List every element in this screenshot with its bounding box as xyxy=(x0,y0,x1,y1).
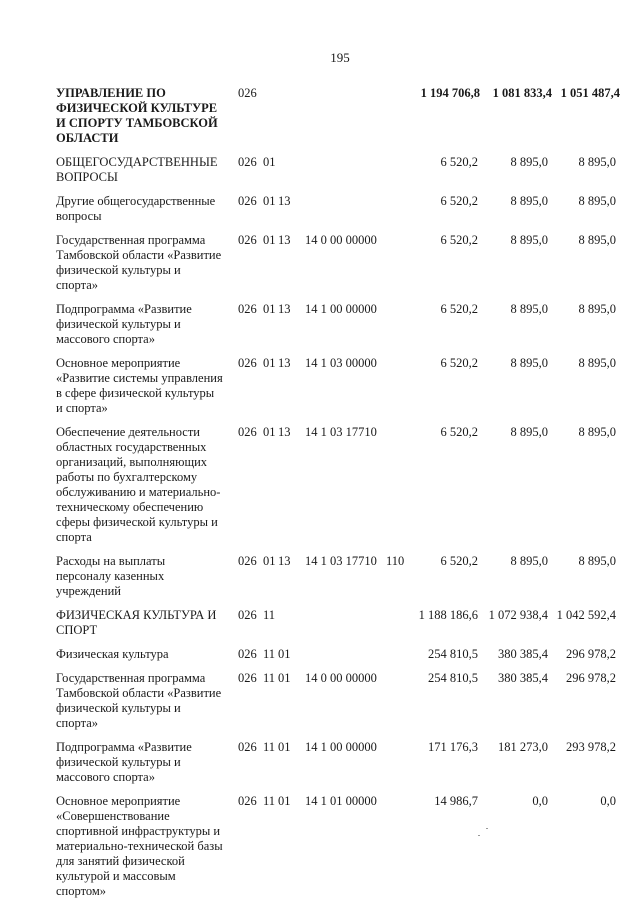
row-name: Расходы на выплаты персоналу казенных учреждений xyxy=(56,554,166,598)
amount-year-3: 296 978,2 xyxy=(566,671,616,685)
amount-year-1: 6 520,2 xyxy=(440,554,478,568)
row-name: ОБЩЕГОСУДАРСТВЕННЫЕ ВОПРОСЫ xyxy=(56,155,218,184)
dept-code: 026 xyxy=(238,302,257,316)
dept-code: 026 xyxy=(238,233,257,247)
subsection-code: 13 xyxy=(278,194,291,208)
table-row xyxy=(56,425,620,545)
section-code: 01 xyxy=(263,233,276,247)
target-article-code: 14 1 00 00000 xyxy=(305,740,377,754)
target-article-code: 14 1 00 00000 xyxy=(305,302,377,316)
section-code: 11 xyxy=(263,740,276,754)
section-code: 11 xyxy=(263,608,276,622)
row-name: Основное мероприятие «Совершенствование спортивной инфраструктуры и материально-технической базы для занятий физической культурой и массовым спортом» xyxy=(56,794,223,898)
amount-year-3: 0,0 xyxy=(600,794,616,808)
dept-code: 026 xyxy=(238,647,257,661)
amount-year-2: 0,0 xyxy=(532,794,548,808)
subsection-code: 01 xyxy=(278,794,291,808)
amount-year-1: 6 520,2 xyxy=(440,194,478,208)
section-code: 01 xyxy=(263,302,276,316)
table-row xyxy=(56,608,620,638)
dept-code: 026 xyxy=(238,425,257,439)
amount-year-3: 8 895,0 xyxy=(578,425,616,439)
amount-year-2: 181 273,0 xyxy=(498,740,548,754)
subsection-code: 13 xyxy=(278,356,291,370)
target-article-code: 14 1 01 00000 xyxy=(305,794,377,808)
amount-year-3: 8 895,0 xyxy=(578,356,616,370)
amount-year-3: 1 051 487,4 xyxy=(560,86,620,100)
amount-year-3: 293 978,2 xyxy=(566,740,616,754)
table-row xyxy=(56,194,620,224)
section-code: 11 xyxy=(263,647,276,661)
table-row xyxy=(56,233,620,293)
section-code: 01 xyxy=(263,194,276,208)
row-name: Другие общегосударственные вопросы xyxy=(56,194,216,223)
expense-type-code: 110 xyxy=(386,554,405,568)
row-name: Подпрограмма «Развитие физической культуры и массового спорта» xyxy=(56,302,192,346)
amount-year-3: 8 895,0 xyxy=(578,233,616,247)
amount-year-2: 8 895,0 xyxy=(510,155,548,169)
section-code: 01 xyxy=(263,356,276,370)
dept-code: 026 xyxy=(238,740,257,754)
dept-code: 026 xyxy=(238,554,257,568)
dept-code: 026 xyxy=(238,86,257,100)
target-article-code: 14 1 03 00000 xyxy=(305,356,377,370)
section-code: 01 xyxy=(263,155,276,169)
amount-year-1: 254 810,5 xyxy=(428,671,478,685)
table-row xyxy=(56,155,620,185)
row-name: Подпрограмма «Развитие физической культуры и массового спорта» xyxy=(56,740,192,784)
dept-code: 026 xyxy=(238,608,257,622)
amount-year-2: 1 081 833,4 xyxy=(492,86,552,100)
table-row xyxy=(56,671,620,731)
dept-code: 026 xyxy=(238,671,257,685)
table-row xyxy=(56,794,620,899)
table-row xyxy=(56,356,620,416)
amount-year-1: 6 520,2 xyxy=(440,356,478,370)
budget-table xyxy=(56,86,620,908)
subsection-code: 13 xyxy=(278,425,291,439)
amount-year-2: 380 385,4 xyxy=(498,671,548,685)
table-row xyxy=(56,302,620,347)
section-code: 01 xyxy=(263,425,276,439)
amount-year-2: 8 895,0 xyxy=(510,425,548,439)
subsection-code: 13 xyxy=(278,302,291,316)
amount-year-1: 6 520,2 xyxy=(440,233,478,247)
row-name: Основное мероприятие «Развитие системы управления в сфере физической культуры и спорта» xyxy=(56,356,223,415)
subsection-code: 01 xyxy=(278,671,291,685)
subsection-code: 13 xyxy=(278,554,291,568)
table-row xyxy=(56,86,620,146)
target-article-code: 14 1 03 17710 xyxy=(305,554,377,568)
row-name: ФИЗИЧЕСКАЯ КУЛЬТУРА И СПОРТ xyxy=(56,608,217,637)
amount-year-2: 8 895,0 xyxy=(510,356,548,370)
amount-year-2: 1 072 938,4 xyxy=(488,608,548,622)
row-name: УПРАВЛЕНИЕ ПО ФИЗИЧЕСКОЙ КУЛЬТУРЕ И СПОРТУ ТАМБОВСКОЙ ОБЛАСТИ xyxy=(56,86,218,145)
subsection-code: 13 xyxy=(278,233,291,247)
dept-code: 026 xyxy=(238,794,257,808)
dept-code: 026 xyxy=(238,356,257,370)
table-row xyxy=(56,647,620,662)
section-code: 11 xyxy=(263,671,276,685)
amount-year-2: 8 895,0 xyxy=(510,233,548,247)
amount-year-1: 6 520,2 xyxy=(440,302,478,316)
table-row xyxy=(56,554,620,599)
dept-code: 026 xyxy=(238,194,257,208)
amount-year-1: 254 810,5 xyxy=(428,647,478,661)
section-code: 01 xyxy=(263,554,276,568)
table-row xyxy=(56,740,620,785)
subsection-code: 01 xyxy=(278,647,291,661)
amount-year-1: 1 194 706,8 xyxy=(420,86,480,100)
amount-year-1: 171 176,3 xyxy=(428,740,478,754)
scan-speck xyxy=(486,828,488,829)
target-article-code: 14 0 00 00000 xyxy=(305,671,377,685)
amount-year-1: 6 520,2 xyxy=(440,425,478,439)
subsection-code: 01 xyxy=(278,740,291,754)
row-name: Государственная программа Тамбовской области «Развитие физической культуры и спорта» xyxy=(56,671,222,730)
amount-year-2: 8 895,0 xyxy=(510,302,548,316)
amount-year-1: 14 986,7 xyxy=(434,794,478,808)
target-article-code: 14 0 00 00000 xyxy=(305,233,377,247)
amount-year-3: 8 895,0 xyxy=(578,194,616,208)
amount-year-3: 1 042 592,4 xyxy=(556,608,616,622)
amount-year-2: 8 895,0 xyxy=(510,554,548,568)
scan-speck xyxy=(478,835,480,836)
amount-year-1: 6 520,2 xyxy=(440,155,478,169)
target-article-code: 14 1 03 17710 xyxy=(305,425,377,439)
amount-year-3: 296 978,2 xyxy=(566,647,616,661)
dept-code: 026 xyxy=(238,155,257,169)
amount-year-2: 8 895,0 xyxy=(510,194,548,208)
amount-year-3: 8 895,0 xyxy=(578,554,616,568)
amount-year-3: 8 895,0 xyxy=(578,302,616,316)
amount-year-3: 8 895,0 xyxy=(578,155,616,169)
page-number: 195 xyxy=(330,50,350,65)
amount-year-2: 380 385,4 xyxy=(498,647,548,661)
section-code: 11 xyxy=(263,794,276,808)
amount-year-1: 1 188 186,6 xyxy=(418,608,478,622)
row-name: Физическая культура xyxy=(56,647,169,661)
row-name: Обеспечение деятельности областных государственных организаций, выполняющих работы по бухгалтерскому обслуживанию и материально- техническому обеспечению сферы физической культуры и спорта xyxy=(56,425,221,544)
row-name: Государственная программа Тамбовской области «Развитие физической культуры и спорта» xyxy=(56,233,222,292)
